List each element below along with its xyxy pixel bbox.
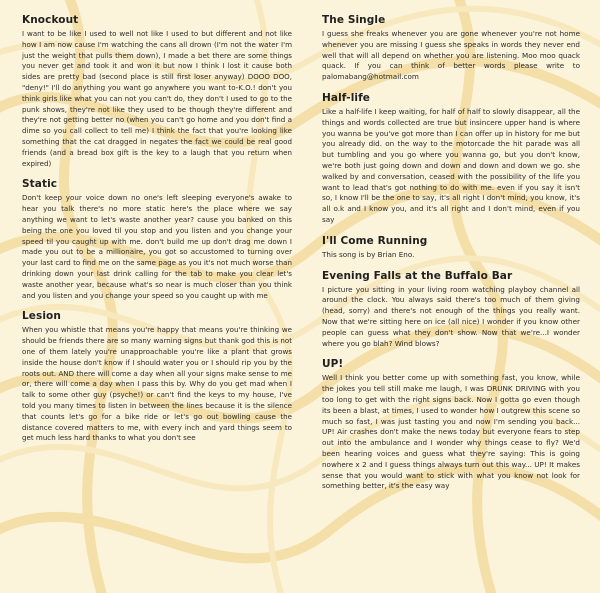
song-lyrics: Like a half-life I keep waiting, for half of half to slowly disappear, all the things and words collected are true but insincere upper hand is where you wanna be you've got more than I can offer up in history for me but you already did. on the way to the motorcade the hit parade was all but tumbling and you go where you wanna go, but you don't know, we're both just going down and down and down and down we go. she walked by and conversation, ceased with the possibility of the life you want to lead that's got nothing to do with me. even if you say it isn't so, I know I'll be the one to say, it's all right I don't mind, you know, it's all o.k and I know you, and it's all right and I don't mind, even if you say bbox=[322, 106, 580, 224]
song-title: The Single bbox=[322, 14, 386, 26]
song-title: Lesion bbox=[22, 310, 61, 323]
song-lyrics: Well I think you better come up with something fast, you know, while the jokes you tell still make me laugh, I was DRUNK DRIVING with you too long to get with the right signs back. Now I gotta go even though its been a blast, at times, I used to wonder how I outgrew this scene so much so fast, I was just tasting you and now I'm sending you back... UP! Air crashes don't make the news today but everyone fears to step out into the ambulance and I wonder why things cease to fly? We'd been hearing voices and guess what they're saying: This is going nowhere x 2 and I guess things always turn out this way... UP! It makes sense that you would want to stick with what you know not look for something better, it's the easy way bbox=[322, 373, 580, 491]
song-title: Static bbox=[22, 178, 58, 191]
song-lyrics: I want to be like I used to well not like I used to but different and not like how I am now cause I'm watching the cans all drown (I'm not the water I'm just the weight that pulls them down), I made a bet there are some things you never get and took it and won it but now I think I lost it cause both sides are pretty bad (second place is still first loser anyway) DOOO DOO, "deny!" I'll do anything you want go anywhere you want to-K.O.! don't you think girls like what you can not you can't do, they don't I used to go to the punk shows, they're not like they used to be though they're different and they're not getting better no (when you can't go home and you don't find a dime so you call collect to tell me) I think the fact that you're looking like something that the cat dragged in negates the fact we could be real good friends (and a bread box gift is the key to a laugh that you return when expired) bbox=[22, 29, 292, 168]
song-title: I'll Come Running bbox=[322, 234, 428, 247]
song-half-life bbox=[322, 92, 580, 226]
right-column bbox=[322, 14, 580, 501]
song-title: Half-life bbox=[322, 91, 371, 104]
song-lyrics: I picture you sitting in your living room watching playboy channel all around the clock. You always said there's too much of them giving (head, sorry) and there's not enough of the things you really want. Now that we're sitting here on ice (all nice) I wonder if you know other people can guess what they don't show. Now that we're...I wonder where you go blah? Wind blows? bbox=[322, 284, 580, 348]
song-lyrics: When you whistle that means you're happy that means you're thinking we should be friends there are so many warning signs but thank god this is not one of them lately you're unapproachable you're like a plant that grows inside the house don't know if I should water you or I should rip you by the roots out. AND there will come a day when all your signs make sense to me or, there will come a day when I pass this by. Why do you get mad when I talk to some other guy (psyche!) or can't find the keys to my house, I've told you many times to listen in between the lines because it is the silence that counts let's go for a bike ride or let's go out bowling cause the distance covered matters to me, with every inch and yard things seem to get much less hard thanks to what you don't see bbox=[22, 325, 292, 443]
song-the-single bbox=[322, 14, 580, 83]
song-lyrics: I guess she freaks whenever you are gone whenever you're not home whenever you are missing I guess she speaks in words they never end well that will all depend on whether you are listening. Moo moo quack quack. If you can think of better words please write to palomabang@hotmail.com bbox=[322, 29, 580, 82]
song-lesion bbox=[22, 310, 292, 444]
song-title: Evening Falls at the Buffalo Bar bbox=[322, 269, 513, 282]
song-up bbox=[322, 358, 580, 492]
song-ill-come-running bbox=[322, 235, 580, 261]
song-static bbox=[22, 178, 292, 301]
song-title: Knockout bbox=[22, 14, 79, 26]
song-title: UP! bbox=[322, 358, 344, 371]
left-column bbox=[22, 14, 292, 453]
song-lyrics: Don't keep your voice down no one's left sleeping everyone's awake to hear you talk there's no more static here's the place where we say anything we want to let's waste another year? cause you banked on this being the one you loved til you stop and you listen and you change your speed til you caught up with me. don't build me up don't drag me down I made you out to be a millionaire, you got so accustomed to turning over your last card to find me on the same page as you it's not much worse than drinking down your last drink calling for the tab to make you clear let's waste another year, because what's so near is much closer than you think and you listen and you change your speed so you caught up with me bbox=[22, 193, 292, 300]
song-evening-falls bbox=[322, 270, 580, 350]
song-lyrics: This song is by Brian Eno. bbox=[322, 249, 415, 259]
song-knockout bbox=[22, 14, 292, 169]
